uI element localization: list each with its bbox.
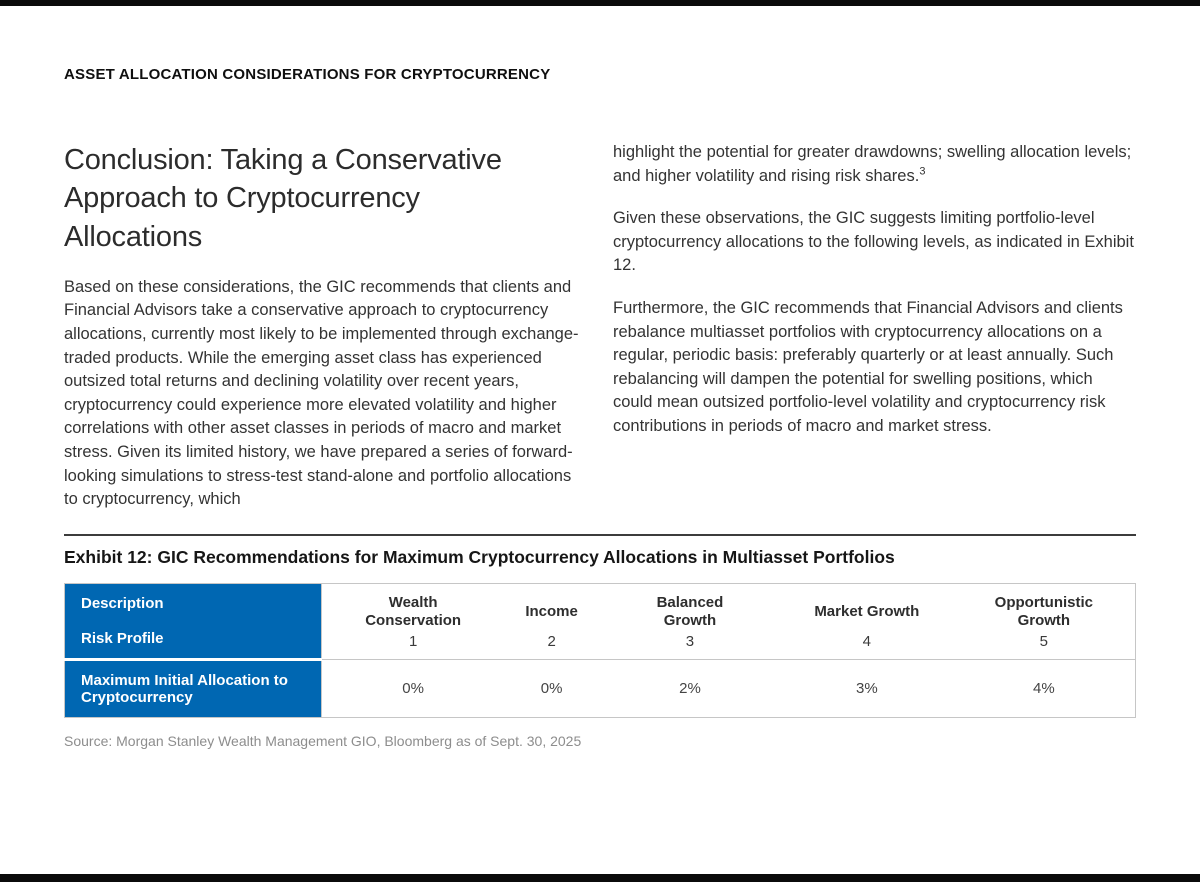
label-description: Description: [81, 594, 164, 612]
col-risk-number: 2: [547, 633, 556, 651]
body-paragraph: [613, 141, 1136, 188]
body-paragraph: Given these observations, the GIC suggests limiting portfolio-level cryptocurrency allocations to the following levels, as indicated in Exhibit 12.: [613, 209, 1134, 275]
section-divider: [64, 534, 1136, 536]
left-column: [64, 141, 587, 512]
table-col-header: [781, 583, 953, 659]
col-name: Income: [525, 602, 578, 620]
top-letterbox-bar: [0, 0, 1200, 6]
table-row-label-max-allocation: Maximum Initial Allocation to Cryptocurrency: [65, 659, 322, 717]
col-risk-number: 3: [685, 633, 695, 651]
body-paragraph: Based on these considerations, the GIC recommends that clients and Financial Advisors take a conservative approach to cryptocurrency allocations, currently most likely to be implemented through exchange-traded products. While the emerging asset class has experienced outsized total returns and declining volatility over recent years, cryptocurrency could experience more elevated volatility and higher correlations with other asset classes in periods of macro and market stress. Given its limited history, we have prepared a series of forward-looking simulations to stress-test stand-alone and portfolio allocations to cryptocurrency, which: [64, 277, 579, 509]
two-column-body: [64, 141, 1136, 512]
table-row-label-description-risk: [65, 583, 322, 659]
table-col-header: [953, 583, 1136, 659]
allocation-value: 4%: [1033, 679, 1055, 697]
table-value-row: [65, 659, 1136, 717]
col-risk-number: 1: [408, 633, 418, 651]
right-column: [613, 141, 1136, 512]
col-name: Market Growth: [814, 602, 920, 620]
col-risk-number: 4: [862, 633, 871, 651]
col-risk-number: 5: [1039, 633, 1049, 651]
allocation-value: 0%: [540, 679, 563, 697]
body-paragraph: Furthermore, the GIC recommends that Financial Advisors and clients rebalance multiasset portfolios with cryptocurrency allocations on a regular, periodic basis: preferably quarterly or at least annually. Such rebalancing will dampen the potential for swelling positions, which could mean outsized portfolio-level volatility and cryptocurrency risk contributions in periods of macro and market stress.: [613, 298, 1123, 435]
source-note: Source: Morgan Stanley Wealth Management GIO, Bloomberg as of Sept. 30, 2025: [64, 732, 582, 749]
table-col-header: [599, 583, 781, 659]
table-col-header: [504, 583, 599, 659]
allocation-value: 3%: [855, 679, 878, 697]
allocation-value: 0%: [402, 679, 424, 697]
exhibit-table: [64, 583, 1136, 718]
paragraph-text: highlight the potential for greater drawdowns; swelling allocation levels; and higher volatility and rising risk shares.: [613, 143, 1132, 185]
left-column-text: [64, 276, 587, 512]
footnote-marker: 3: [919, 165, 926, 178]
label-risk-profile: Risk Profile: [81, 629, 164, 647]
table-header-row: [65, 583, 1136, 659]
col-name: Opportunistic Growth: [994, 593, 1093, 629]
right-column-text: [613, 141, 1136, 439]
bottom-letterbox-bar: [0, 874, 1200, 882]
article-title: Conclusion: Taking a Conservative Approach to Cryptocurrency Allocations: [64, 144, 502, 253]
allocation-value: 2%: [679, 679, 701, 697]
col-name: Balanced Growth: [656, 593, 724, 629]
col-name: Wealth Conservation: [365, 593, 462, 629]
table-col-header: [322, 583, 505, 659]
section-eyebrow: ASSET ALLOCATION CONSIDERATIONS FOR CRYPTOCURRENCY: [64, 66, 551, 83]
exhibit-title: Exhibit 12: GIC Recommendations for Maximum Cryptocurrency Allocations in Multiasset Portfolios: [64, 546, 895, 567]
